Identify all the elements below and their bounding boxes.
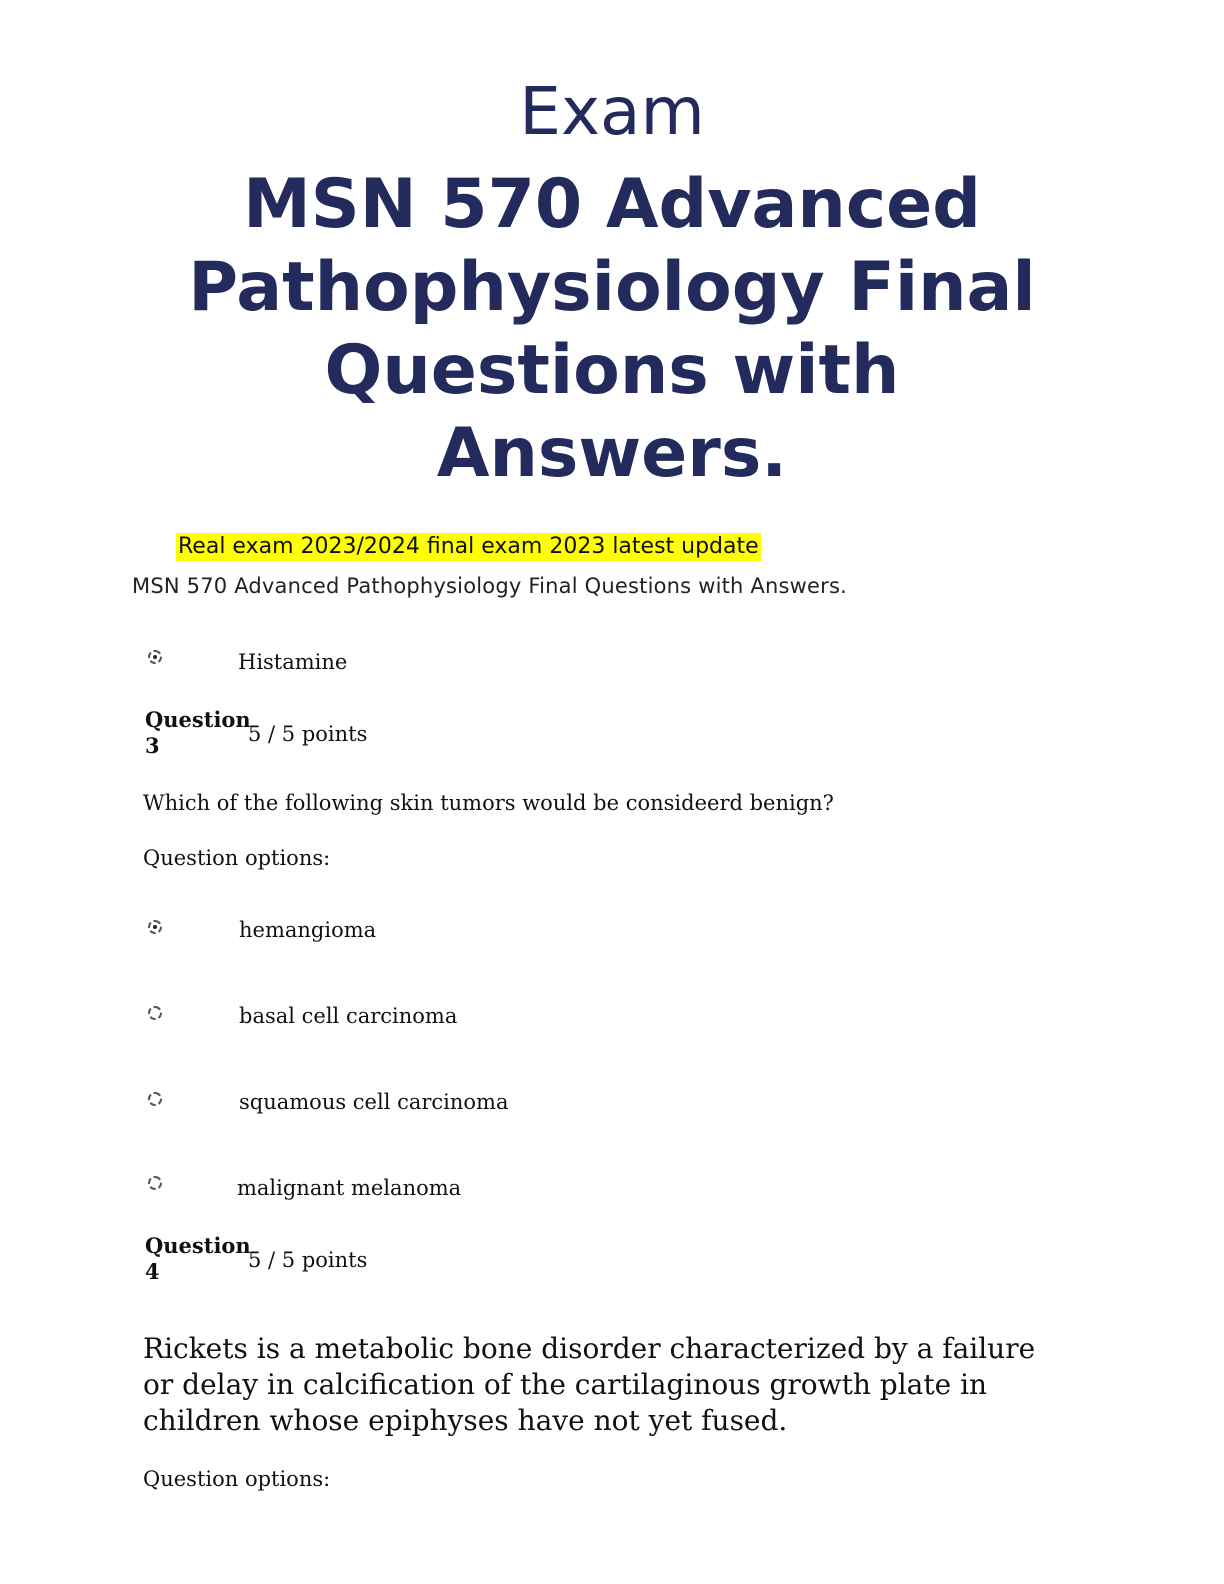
question-3-label-line2: 3	[145, 733, 160, 758]
title-line-1: MSN 570 Advanced	[243, 165, 981, 244]
question-3-points: 5 / 5 points	[248, 722, 368, 746]
radio-malignant-melanoma[interactable]	[148, 1176, 162, 1190]
radio-hemangioma[interactable]	[148, 920, 162, 934]
question-4-prompt: Rickets is a metabolic bone disorder characterized by a failure or delay in calcification of the cartilaginous growth plate in children whose epiphyses have not yet fused.	[143, 1332, 1036, 1437]
option-label-hemangioma: hemangioma	[239, 918, 377, 942]
title-line-4: Answers.	[436, 414, 788, 493]
question-4-label-line1: Question	[145, 1233, 251, 1258]
title-line-2: Pathophysiology Final	[188, 248, 1036, 327]
question-3-options-header: Question options:	[143, 846, 331, 870]
radio-squamous-cell-carcinoma[interactable]	[148, 1092, 162, 1106]
question-4-points: 5 / 5 points	[248, 1248, 368, 1272]
title-line-3: Questions with	[324, 331, 900, 410]
option-label-squamous-cell-carcinoma: squamous cell carcinoma	[239, 1090, 509, 1114]
question-3-prompt: Which of the following skin tumors would be consideerd benign?	[143, 791, 834, 815]
question-4-label	[145, 1233, 251, 1285]
option-label-malignant-melanoma: malignant melanoma	[237, 1176, 462, 1200]
question-3-label-line1: Question	[145, 707, 251, 732]
option-label-histamine: Histamine	[238, 650, 348, 674]
radio-basal-cell-carcinoma[interactable]	[148, 1006, 162, 1020]
question-3-label	[145, 707, 251, 759]
option-label-basal-cell-carcinoma: basal cell carcinoma	[239, 1004, 458, 1028]
page-title	[112, 163, 1112, 495]
question-4-label-line2: 4	[145, 1259, 160, 1284]
subtitle: MSN 570 Advanced Pathophysiology Final Questions with Answers.	[132, 574, 847, 598]
exam-label: Exam	[519, 73, 705, 150]
highlighted-note: Real exam 2023/2024 final exam 2023 latest update	[178, 534, 759, 559]
radio-histamine[interactable]	[148, 650, 162, 664]
question-4-options-header: Question options:	[143, 1467, 331, 1491]
